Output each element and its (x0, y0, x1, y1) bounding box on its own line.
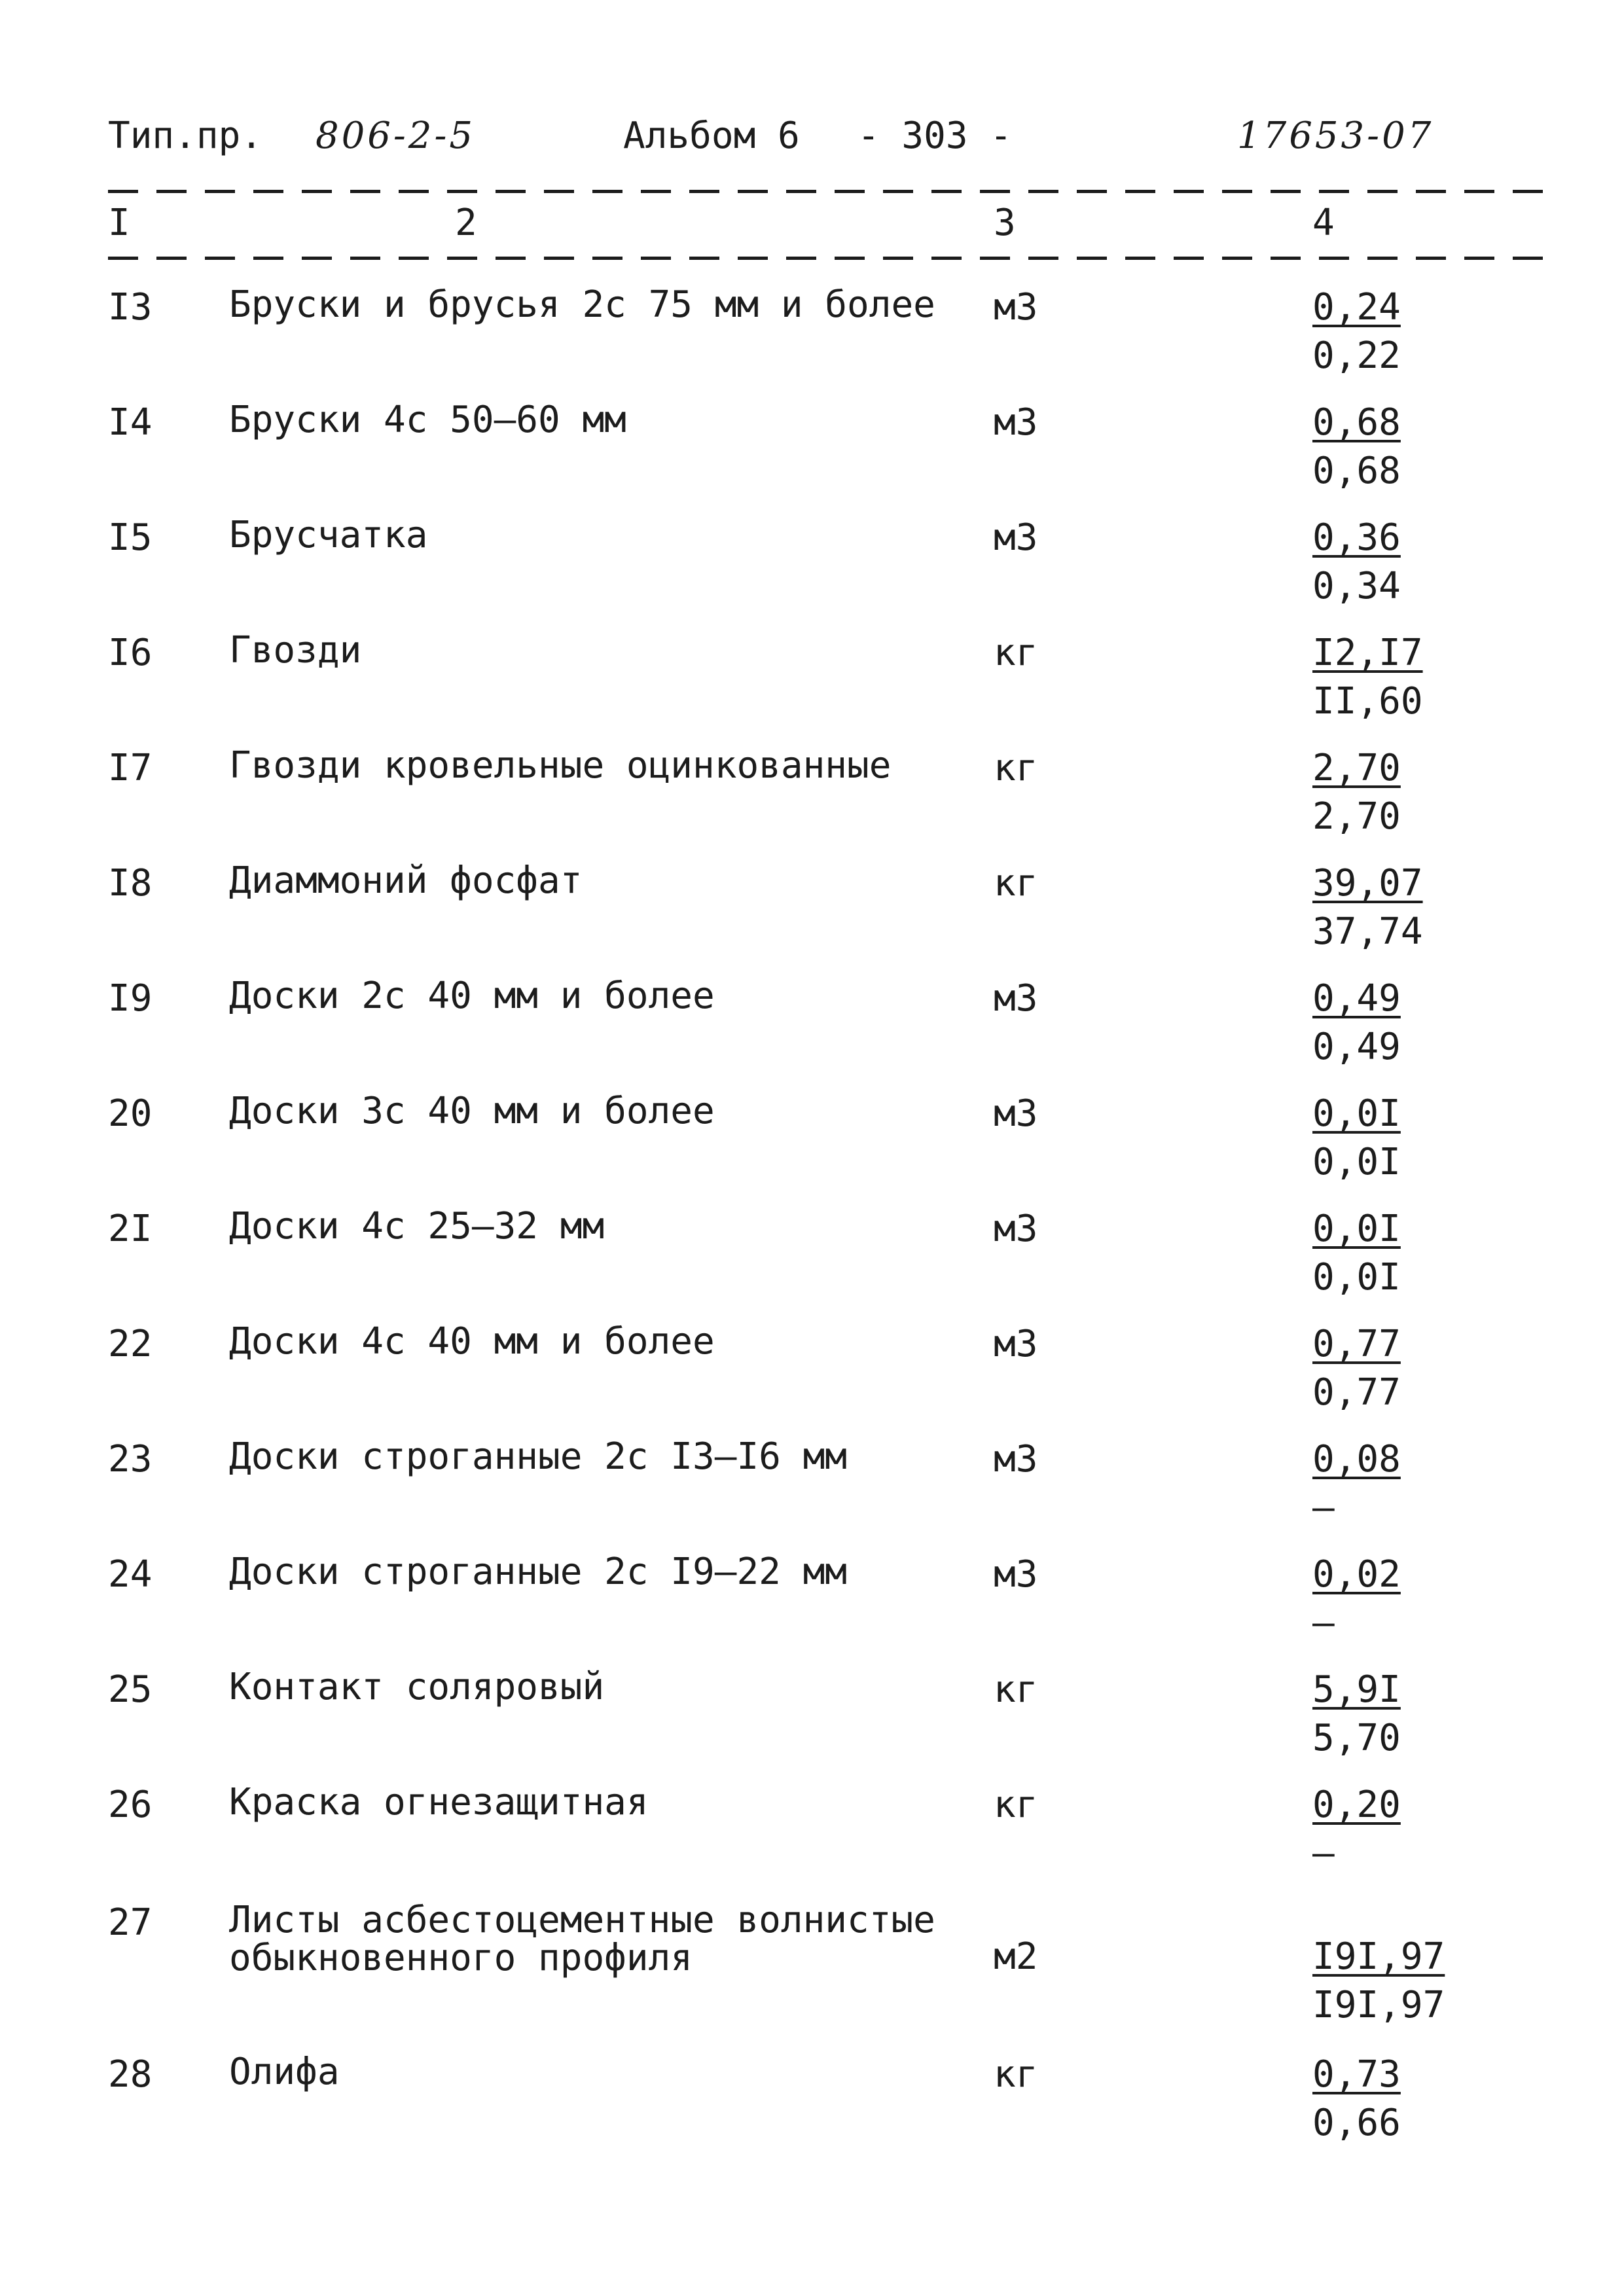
page-number: - 303 - (857, 115, 1013, 157)
unit: м3 (994, 1323, 1038, 1365)
row-number: 27 (108, 1901, 153, 1944)
quantity-bottom: 37,74 (1312, 910, 1423, 953)
material-name (229, 1901, 935, 1977)
quantity-top: 0,20 (1312, 1784, 1401, 1826)
row-number: 20 (108, 1092, 153, 1135)
quantity-bottom: 5,70 (1312, 1717, 1401, 1759)
quantity-top: I2,I7 (1312, 632, 1423, 674)
project-code: 806-2-5 (316, 115, 475, 157)
quantity-bottom: – (1312, 1602, 1335, 1644)
quantity-bottom: II,60 (1312, 680, 1423, 723)
quantity-bottom: 0,66 (1312, 2102, 1401, 2144)
unit: м3 (994, 1438, 1038, 1481)
unit: м3 (994, 1092, 1038, 1135)
table-row (0, 1668, 1624, 1784)
quantity-top: 0,02 (1312, 1553, 1401, 1596)
unit: кг (994, 1784, 1038, 1826)
material-name: Доски строганные 2с I9–22 мм (229, 1551, 848, 1593)
column-header-1: I (108, 202, 130, 244)
quantity-top: 0,36 (1312, 516, 1401, 559)
material-name: Бруски и брусья 2с 75 мм и более (229, 283, 935, 326)
material-name: Доски 2с 40 мм и более (229, 975, 715, 1017)
row-number: I4 (108, 401, 153, 444)
quantity-top: 5,9I (1312, 1668, 1401, 1711)
row-number: I3 (108, 286, 153, 329)
unit: м3 (994, 1553, 1038, 1596)
material-name: Гвозди кровельные оцинкованные (229, 744, 892, 787)
quantity-bottom: 0,77 (1312, 1371, 1401, 1414)
material-name: Бруски 4с 50–60 мм (229, 399, 626, 441)
material-name: Диаммоний фосфат (229, 859, 583, 902)
table-row (0, 1781, 1624, 1899)
unit: м3 (994, 516, 1038, 559)
row-number: I9 (108, 977, 153, 1020)
quantity-top: 0,73 (1312, 2053, 1401, 2096)
quantity-top: 0,68 (1312, 401, 1401, 444)
column-header-2: 2 (455, 202, 477, 244)
quantity-top: 0,24 (1312, 286, 1401, 329)
row-number: 2I (108, 1208, 153, 1250)
quantity-bottom: 0,34 (1312, 565, 1401, 607)
material-name: Доски строганные 2с I3–I6 мм (229, 1435, 848, 1478)
column-header-3: 3 (994, 202, 1016, 244)
row-number: 26 (108, 1784, 153, 1826)
material-name: Гвозди (229, 629, 362, 672)
material-name-line-1: Листы асбестоцементные волнистые (229, 1899, 935, 1941)
unit: м3 (994, 1208, 1038, 1250)
table-row (0, 629, 1624, 747)
table-row (0, 1899, 1624, 2026)
row-number: I6 (108, 632, 153, 674)
table-row (0, 859, 1624, 977)
quantity-bottom: I9I,97 (1312, 1984, 1445, 2026)
document-number: 17653-07 (1237, 115, 1434, 157)
quantity-top: 39,07 (1312, 862, 1423, 905)
unit: кг (994, 862, 1038, 905)
quantity-bottom: 0,49 (1312, 1026, 1401, 1068)
quantity-bottom: 2,70 (1312, 795, 1401, 838)
top-rule (108, 190, 1555, 193)
unit: кг (994, 747, 1038, 789)
column-header-4: 4 (1312, 202, 1335, 244)
material-name: Доски 3с 40 мм и более (229, 1090, 715, 1132)
table-row (0, 1092, 1624, 1208)
quantity-bottom: 0,22 (1312, 334, 1401, 377)
table-row (0, 1320, 1624, 1438)
row-number: 28 (108, 2053, 153, 2096)
row-number: I8 (108, 862, 153, 905)
table-row (0, 2053, 1624, 2168)
type-label: Тип.пр. (108, 115, 263, 157)
row-number: 24 (108, 1553, 153, 1596)
row-number: I7 (108, 747, 153, 789)
table-row (0, 283, 1624, 401)
unit: кг (994, 2053, 1038, 2096)
quantity-bottom: 0,0I (1312, 1256, 1401, 1299)
table-row (0, 401, 1624, 516)
table-row (0, 1553, 1624, 1668)
quantity-top: 0,77 (1312, 1323, 1401, 1365)
material-name: Доски 4с 40 мм и более (229, 1320, 715, 1363)
material-name-line-2: обыкновенного профиля (229, 1937, 693, 1979)
quantity-bottom: – (1312, 1832, 1335, 1875)
material-name: Олифа (229, 2051, 340, 2093)
unit: кг (994, 1668, 1038, 1711)
material-name: Краска огнезащитная (229, 1781, 649, 1823)
quantity-top: 0,0I (1312, 1208, 1401, 1250)
quantity-bottom: 0,68 (1312, 450, 1401, 492)
row-number: 25 (108, 1668, 153, 1711)
quantity-top: 2,70 (1312, 747, 1401, 789)
unit: м2 (994, 1935, 1038, 1978)
material-name: Доски 4с 25–32 мм (229, 1205, 605, 1248)
quantity-top: I9I,97 (1312, 1935, 1445, 1978)
unit: кг (994, 632, 1038, 674)
quantity-bottom: 0,0I (1312, 1141, 1401, 1183)
table-row (0, 1435, 1624, 1553)
table-row (0, 977, 1624, 1092)
quantity-bottom: – (1312, 1486, 1335, 1529)
unit: м3 (994, 286, 1038, 329)
row-number: 23 (108, 1438, 153, 1481)
table-row (0, 1205, 1624, 1323)
table-row (0, 744, 1624, 862)
unit: м3 (994, 977, 1038, 1020)
album-label: Альбом 6 (623, 115, 800, 157)
table-row (0, 516, 1624, 632)
unit: м3 (994, 401, 1038, 444)
material-name: Контакт соляровый (229, 1666, 605, 1708)
material-name: Брусчатка (229, 514, 428, 556)
quantity-top: 0,49 (1312, 977, 1401, 1020)
quantity-top: 0,08 (1312, 1438, 1401, 1481)
row-number: 22 (108, 1323, 153, 1365)
quantity-top: 0,0I (1312, 1092, 1401, 1135)
row-number: I5 (108, 516, 153, 559)
header-rule (108, 257, 1555, 260)
